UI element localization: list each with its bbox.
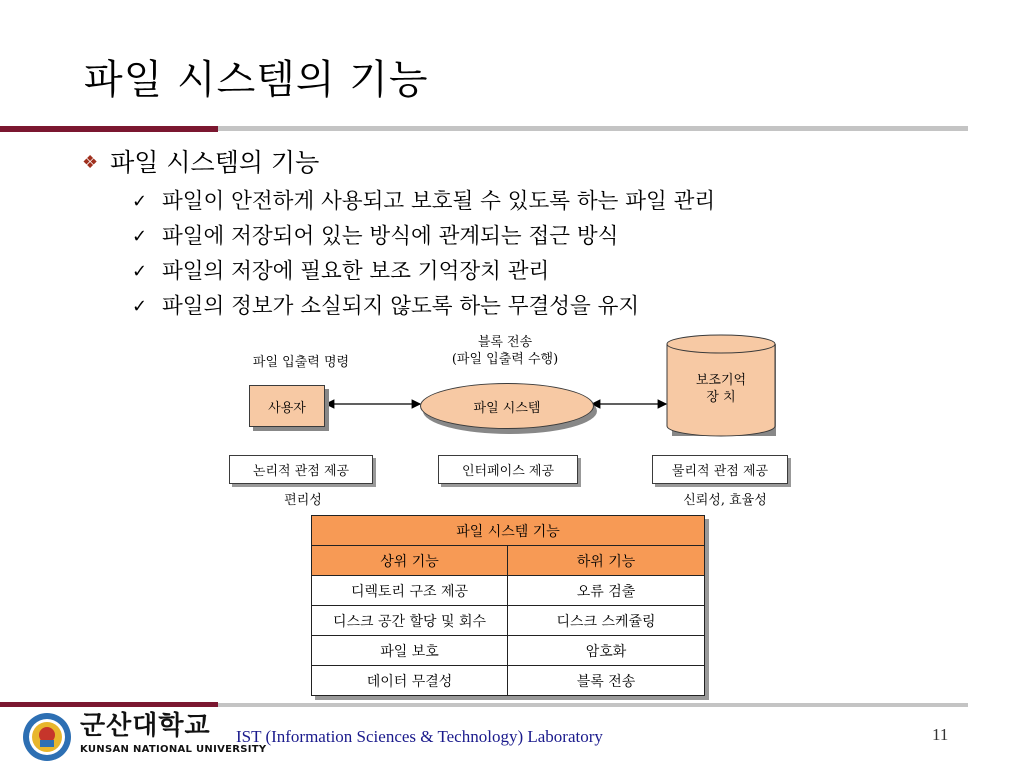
check-mark-icon: ✓ [132, 296, 148, 317]
table-header-upper: 상위 기능 [312, 546, 508, 576]
function-table [311, 515, 705, 696]
user-node-label: 사용자 [268, 400, 306, 416]
table-cell: 파일 보호 [312, 636, 508, 666]
table-cell: 디렉토리 구조 제공 [312, 576, 508, 606]
storage-label-line2: 장 치 [706, 390, 736, 405]
university-name-en: KUNSAN NATIONAL UNIVERSITY [80, 744, 267, 755]
table-cell: 블록 전송 [508, 666, 705, 696]
table-cell: 데이터 무결성 [312, 666, 508, 696]
table-cell: 디스크 공간 할당 및 회수 [312, 606, 508, 636]
bottom-rule [218, 703, 968, 707]
table-cell: 오류 검출 [508, 576, 705, 606]
user-node [249, 385, 325, 427]
check-mark-icon: ✓ [132, 191, 148, 212]
check-mark-icon: ✓ [132, 226, 148, 247]
bottom-rule-accent [0, 702, 218, 707]
check-mark-icon: ✓ [132, 261, 148, 282]
table-header-row [312, 546, 705, 576]
convenience-label: 편리성 [284, 493, 322, 508]
table-title-row [312, 516, 705, 546]
check-item-text: 파일이 안전하게 사용되고 보호될 수 있도록 하는 파일 관리 [162, 189, 716, 214]
logical-view-box [229, 455, 373, 484]
page-number: 11 [932, 725, 949, 744]
table-cell: 디스크 스케쥴링 [508, 606, 705, 636]
table-row [312, 606, 705, 636]
check-item-text: 파일의 저장에 필요한 보조 기억장치 관리 [162, 259, 550, 284]
file-system-node [420, 383, 594, 429]
storage-node-label [666, 372, 776, 406]
storage-label-line1: 보조기억 [695, 373, 747, 388]
reliability-label: 신뢰성, 효율성 [683, 493, 767, 508]
table-header-lower: 하위 기능 [508, 546, 705, 576]
physical-view-box [652, 455, 788, 484]
table-row [312, 636, 705, 666]
check-item-text: 파일의 정보가 소실되지 않도록 하는 무결성을 유지 [162, 294, 640, 319]
file-io-command-label: 파일 입출력 명령 [252, 355, 350, 370]
university-seal-logo [22, 712, 72, 762]
block-transfer-sub-label: (파일 입출력 수행) [451, 352, 559, 367]
main-bullet-text: 파일 시스템의 기능 [110, 148, 320, 177]
slide-title: 파일 시스템의 기능 [84, 57, 429, 103]
physical-view-label: 물리적 관점 제공 [671, 464, 769, 479]
lab-name: IST (Information Sciences & Technology) Laboratory [236, 727, 603, 746]
file-system-node-label: 파일 시스템 [473, 400, 541, 416]
block-transfer-label: 블록 전송 [477, 335, 533, 350]
interface-label: 인터페이스 제공 [461, 464, 555, 479]
table-row [312, 666, 705, 696]
check-item-text: 파일에 저장되어 있는 방식에 관계되는 접근 방식 [162, 224, 619, 249]
table-row [312, 576, 705, 606]
table-cell: 암호화 [508, 636, 705, 666]
table-title: 파일 시스템 기능 [312, 516, 705, 546]
interface-box [438, 455, 578, 484]
logical-view-label: 논리적 관점 제공 [252, 464, 350, 479]
university-name-ko: 군산대학교 [80, 711, 211, 741]
diamond-bullet-icon: ❖ [82, 152, 99, 173]
